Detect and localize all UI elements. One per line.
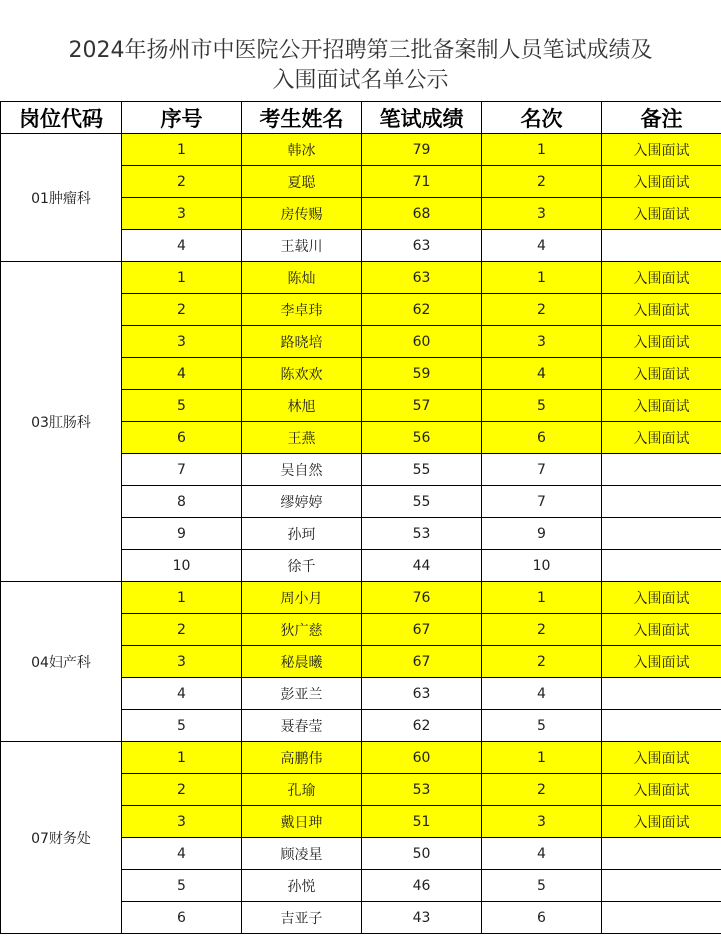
cell-no: 1 (122, 742, 242, 774)
cell-no: 4 (122, 678, 242, 710)
cell-note (602, 230, 721, 262)
cell-no: 3 (122, 198, 242, 230)
cell-rank: 2 (482, 774, 602, 806)
cell-no: 2 (122, 166, 242, 198)
header-note: 备注 (602, 102, 721, 134)
cell-rank: 4 (482, 838, 602, 870)
cell-rank: 2 (482, 614, 602, 646)
cell-rank: 1 (482, 262, 602, 294)
cell-note: 入围面试 (602, 422, 721, 454)
cell-rank: 5 (482, 390, 602, 422)
cell-name: 陈灿 (242, 262, 362, 294)
cell-name: 孔瑜 (242, 774, 362, 806)
cell-score: 67 (362, 646, 482, 678)
cell-no: 6 (122, 422, 242, 454)
cell-no: 1 (122, 134, 242, 166)
cell-name: 吉亚子 (242, 902, 362, 934)
cell-no: 1 (122, 262, 242, 294)
cell-name: 韩冰 (242, 134, 362, 166)
cell-no: 5 (122, 870, 242, 902)
cell-note: 入围面试 (602, 646, 721, 678)
title-line-1: 2024年扬州市中医院公开招聘第三批备案制人员笔试成绩及 (68, 38, 653, 63)
cell-no: 5 (122, 390, 242, 422)
cell-note: 入围面试 (602, 134, 721, 166)
cell-score: 57 (362, 390, 482, 422)
cell-score: 53 (362, 518, 482, 550)
cell-score: 55 (362, 454, 482, 486)
cell-score: 63 (362, 678, 482, 710)
cell-score: 55 (362, 486, 482, 518)
cell-no: 10 (122, 550, 242, 582)
header-score: 笔试成绩 (362, 102, 482, 134)
cell-no: 3 (122, 646, 242, 678)
cell-name: 顾凌星 (242, 838, 362, 870)
cell-rank: 3 (482, 326, 602, 358)
cell-score: 43 (362, 902, 482, 934)
cell-rank: 7 (482, 454, 602, 486)
cell-name: 高鹏伟 (242, 742, 362, 774)
cell-score: 50 (362, 838, 482, 870)
cell-name: 彭亚兰 (242, 678, 362, 710)
cell-note (602, 454, 721, 486)
cell-no: 2 (122, 774, 242, 806)
cell-no: 9 (122, 518, 242, 550)
table-row (1, 742, 721, 774)
cell-score: 59 (362, 358, 482, 390)
cell-no: 2 (122, 294, 242, 326)
cell-note: 入围面试 (602, 390, 721, 422)
cell-note (602, 518, 721, 550)
table-row (1, 134, 721, 166)
cell-note: 入围面试 (602, 742, 721, 774)
cell-note: 入围面试 (602, 614, 721, 646)
cell-note: 入围面试 (602, 166, 721, 198)
cell-note: 入围面试 (602, 582, 721, 614)
cell-note (602, 710, 721, 742)
table-body (1, 134, 721, 934)
cell-name: 林旭 (242, 390, 362, 422)
cell-name: 陈欢欢 (242, 358, 362, 390)
cell-name: 聂春莹 (242, 710, 362, 742)
cell-note: 入围面试 (602, 294, 721, 326)
cell-no: 5 (122, 710, 242, 742)
cell-name: 孙悦 (242, 870, 362, 902)
cell-rank: 1 (482, 742, 602, 774)
cell-rank: 2 (482, 646, 602, 678)
cell-name: 吴自然 (242, 454, 362, 486)
cell-rank: 5 (482, 870, 602, 902)
cell-dept: 01肿瘤科 (1, 134, 122, 262)
cell-rank: 4 (482, 230, 602, 262)
cell-rank: 6 (482, 422, 602, 454)
cell-no: 8 (122, 486, 242, 518)
cell-score: 63 (362, 262, 482, 294)
cell-rank: 3 (482, 806, 602, 838)
cell-rank: 2 (482, 294, 602, 326)
cell-score: 44 (362, 550, 482, 582)
cell-no: 2 (122, 614, 242, 646)
cell-no: 7 (122, 454, 242, 486)
cell-note: 入围面试 (602, 358, 721, 390)
cell-score: 56 (362, 422, 482, 454)
cell-score: 76 (362, 582, 482, 614)
cell-score: 51 (362, 806, 482, 838)
cell-rank: 7 (482, 486, 602, 518)
cell-rank: 3 (482, 198, 602, 230)
cell-name: 戴日珅 (242, 806, 362, 838)
cell-name: 李卓玮 (242, 294, 362, 326)
cell-name: 路晓培 (242, 326, 362, 358)
header-rank: 名次 (482, 102, 602, 134)
title-line-2: 入围面试名单公示 (272, 68, 449, 93)
cell-score: 79 (362, 134, 482, 166)
cell-no: 6 (122, 902, 242, 934)
cell-dept: 03肛肠科 (1, 262, 122, 582)
cell-no: 4 (122, 838, 242, 870)
cell-no: 1 (122, 582, 242, 614)
cell-score: 71 (362, 166, 482, 198)
cell-name: 秘晨曦 (242, 646, 362, 678)
cell-rank: 2 (482, 166, 602, 198)
cell-note: 入围面试 (602, 262, 721, 294)
cell-rank: 4 (482, 358, 602, 390)
cell-score: 46 (362, 870, 482, 902)
cell-note (602, 678, 721, 710)
cell-dept: 07财务处 (1, 742, 122, 934)
cell-rank: 10 (482, 550, 602, 582)
cell-note (602, 838, 721, 870)
cell-name: 王燕 (242, 422, 362, 454)
cell-note: 入围面试 (602, 198, 721, 230)
cell-no: 4 (122, 230, 242, 262)
cell-score: 68 (362, 198, 482, 230)
cell-no: 3 (122, 806, 242, 838)
cell-note: 入围面试 (602, 774, 721, 806)
cell-no: 4 (122, 358, 242, 390)
results-table (0, 101, 721, 934)
cell-score: 62 (362, 294, 482, 326)
page-title (0, 0, 721, 101)
cell-name: 王载川 (242, 230, 362, 262)
cell-name: 夏聪 (242, 166, 362, 198)
header-row (1, 102, 721, 134)
cell-rank: 4 (482, 678, 602, 710)
header-dept: 岗位代码 (1, 102, 122, 134)
cell-rank: 5 (482, 710, 602, 742)
cell-rank: 1 (482, 582, 602, 614)
cell-note (602, 550, 721, 582)
cell-note (602, 902, 721, 934)
cell-note (602, 870, 721, 902)
cell-score: 53 (362, 774, 482, 806)
cell-name: 狄广慈 (242, 614, 362, 646)
cell-score: 60 (362, 742, 482, 774)
cell-name: 周小月 (242, 582, 362, 614)
header-name: 考生姓名 (242, 102, 362, 134)
cell-name: 房传赐 (242, 198, 362, 230)
cell-note: 入围面试 (602, 326, 721, 358)
cell-rank: 9 (482, 518, 602, 550)
table-row (1, 582, 721, 614)
cell-score: 60 (362, 326, 482, 358)
cell-note (602, 486, 721, 518)
cell-no: 3 (122, 326, 242, 358)
cell-name: 徐千 (242, 550, 362, 582)
cell-score: 62 (362, 710, 482, 742)
table-row (1, 262, 721, 294)
cell-dept: 04妇产科 (1, 582, 122, 742)
cell-rank: 6 (482, 902, 602, 934)
cell-name: 缪婷婷 (242, 486, 362, 518)
cell-score: 67 (362, 614, 482, 646)
cell-score: 63 (362, 230, 482, 262)
header-no: 序号 (122, 102, 242, 134)
cell-rank: 1 (482, 134, 602, 166)
cell-note: 入围面试 (602, 806, 721, 838)
cell-name: 孙珂 (242, 518, 362, 550)
